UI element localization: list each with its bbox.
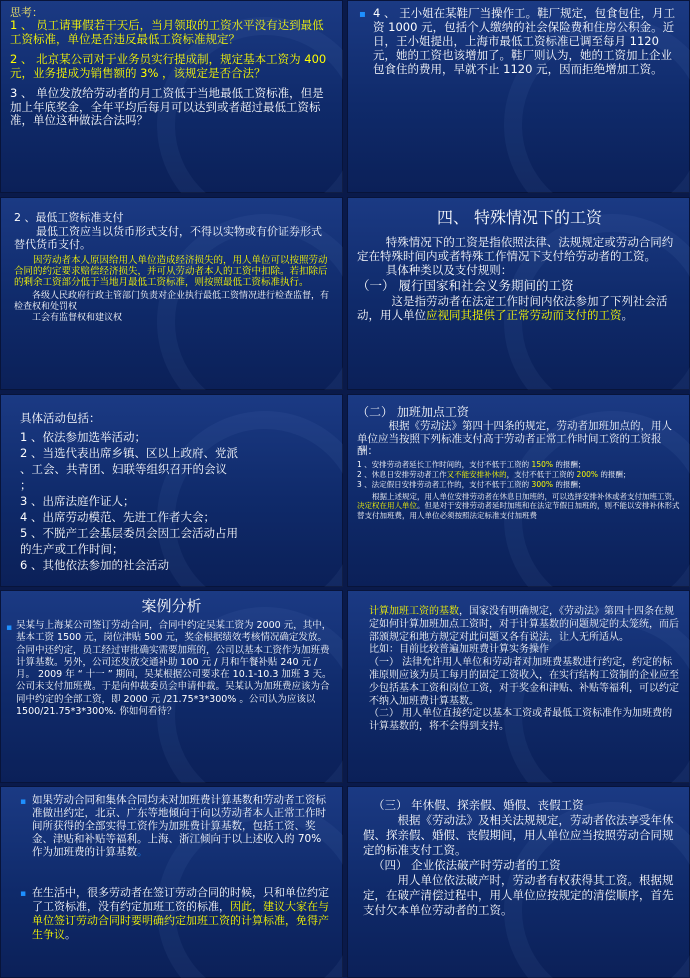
slide-title: 案例分析 [141,597,202,615]
slide-overtime-pay [347,394,690,587]
paragraph-4: （二） 用人单位直接约定以基本工资或者最低工资标准作为加班费的计算基数的，将不会得到支持。 [369,708,673,733]
pct-200: 200% [576,469,601,479]
question-2: 2 、 北京某公司对于业务员实行提成制，规定基本工资为 400 元，业务提成为销售额的 3% ，该规定是否合法？ [10,52,327,80]
question-1: 1 、 员工请事假若干天后，当月领取的工资水平没有达到最低工资标准，单位是否违反最低工资标准规定？ [10,18,324,46]
bullet-icon: ▪ [20,797,27,807]
bullet-icon: ▪ [359,9,366,20]
slide-title: （二） 加班加点工资 [357,405,469,419]
paragraph-1: 根据《劳动法》及相关法规规定，劳动者依法享受年休假、探亲假、婚假、丧假期间，用人单位应当按照劳动合同规定的标准支付工资。 [363,813,674,857]
heading: 具体活动包括： [20,411,101,425]
paragraph-1: 根据《劳动法》第四十四条的规定，劳动者加班加点的，用人单位应当按照下列标准支付高于劳动者正常工作时间工资的工资报酬： [357,420,672,457]
paragraph-2-end: 。但是对于安排劳动者延时加班和在法定节假日加班的，则不能以安排补休形式替支付加班费，用人单位必须按照法定标准支付加班费 [357,501,680,520]
paragraph-2: 比如：目前比较普遍加班费计算实务操作 [369,644,549,656]
subsection-title: （一） 履行国家和社会义务期间的工资 [357,278,574,293]
period: 。 [621,308,633,322]
item-1-end: 的报酬； [555,459,586,469]
bullet-icon: ▪ [6,623,13,633]
item-2-mid: ，支付不低于工资的 [506,469,577,479]
paragraph-2: 在生活中，很多劳动者在签订劳动合同的时候，只和单位约定了工资标准，没有约定加班工资的标准， [32,886,329,913]
subsection-title-3: （三） 年休假、探亲假、婚假、丧假工资 [373,798,584,812]
slide-title: 2 、最低工资标准支付 [14,211,124,224]
slide-leave-bankruptcy-wages [347,786,690,978]
pct-150: 150% [531,459,556,469]
item-1: 1 、安排劳动者延长工作时间的，支付不低于工资的 [357,459,532,469]
slide-overtime-base [347,590,690,783]
slide-thinking-questions [0,0,343,193]
decision-highlight: 决定权在用人单位 [357,501,417,510]
list-item: 2 、当选代表出席乡镇、区以上政府、党派 [20,446,238,460]
list-item: ； [20,478,32,492]
item-2-end: 的报酬； [600,469,631,479]
slide-case-analysis [0,590,343,783]
heading: 思考： [10,6,43,19]
list-item: 6 、其他依法参加的社会活动 [20,558,169,572]
slide-min-wage-payment [0,197,343,390]
case-text: 吴某与上海某公司签订劳动合同，合同中约定吴某工资为 2000 元，其中，基本工资 1500 元，岗位津贴 500 元，奖金根据绩效考核情况确定发放。合同中还约定，员工经过审批确实需要加班的，公司以基本工资作为加班费计算基数。另外，公司还发放交通补助 100 元 / 月和午餐补贴 240 元 / 月。 2009 年 “ 十一 ” 期间，吴某根据公司要求在 10.1-10.3 加班 3 天。公司未支付加班费。于是向仲裁委员会申请仲裁。吴某认为加班费应该为合同中约定的全部工资，即 2000 元 /21.75*3*300% 。公司认为应该以 1500/21.75*3*300%. 你如何看待？ [16,620,332,718]
list-item: 5 、不脱产工会基层委员会因工会活动占用 [20,526,238,540]
item-3: 3 、法定假日安排劳动者工作的，支付不低于工资的 [357,479,532,489]
list-item: 4 、出席劳动模范、先进工作者大会； [20,510,215,524]
list-item: 1 、依法参加选举活动； [20,430,146,444]
period: 。 [65,928,76,941]
paragraph-1: ，国家没有明确规定，《劳动法》第四十四条在规定如何计算加班加点工资时，对于计算基数的问题规定的太笼统，而后部颁规定和地方规定对此问题又各有说法，让人无所适从。 [369,606,679,643]
question-3: 3 、 单位发放给劳动者的月工资低于当地最低工资标准，但是加上年底奖金，全年平均后每月可以达到或者超过最低工资标准，单位这种做法合法吗？ [10,86,324,127]
advice-highlight: 因此，建议大家在与单位签订劳动合同时要明确约定加班工资的计算标准，免得产生争议 [32,900,329,941]
paragraph-3: 这是指劳动者在法定工作时间内依法参加了下列社会活动，用人单位 [357,294,668,322]
item-2: 2 、休息日安排劳动者工作 [357,469,447,479]
paragraph-2: 因劳动者本人原因给用人单位造成经济损失的，用人单位可以按照劳动合同的约定要求赔偿经济损失，并可从劳动者本人的工资中扣除。若扣除后的剩余工资部分低于当地月最低工资标准，则按照最低工资标准执行。 [14,254,328,288]
paragraph-1: 特殊情况下的工资是指依照法律、法规规定或劳动合同约定在特殊时间内或者特殊工作情况下支付给劳动者的工资。 [357,235,674,263]
list-item: 的生产或工作时间； [20,542,124,556]
paragraph-3: 各级人民政府行政主管部门负责对企业执行最低工资情况进行检查监督，有检查权和处罚权 [14,290,330,312]
paragraph-2: 根据上述规定，用人单位安排劳动者在休息日加班的，可以选择安排补休或者支付加班工资， [372,491,680,501]
item-3-end: 的报酬； [555,479,586,489]
pct-300: 300% [531,479,556,489]
bullet-icon: ▪ [20,889,27,899]
slide-case-wang [347,0,690,193]
case-text: 4 、 王小姐在某鞋厂当操作工。鞋厂规定，包食包住，月工资 1000 元，包括个人缴纳的社会保险费和住房公积金。近日，王小姐提出，上海市最低工资标准已调至每月 1120 元，她的工资也该增加了。鞋厂则认为，她的工资加上企业包食住的费用，早就不止 1120 元，因而拒绝增加工资。 [373,6,676,76]
paragraph-2: 具体种类以及支付规则： [385,263,513,277]
paragraph-4: 工会有监督权和建议权 [32,312,123,323]
slide-activities [0,394,343,587]
calc-base-highlight: 计算加班工资的基数 [369,606,459,617]
list-item: 3 、出席法庭作证人； [20,494,135,508]
paragraph-1: 最低工资应当以货币形式支付，不得以实物或有价证券形式替代货币支付。 [14,224,322,251]
paragraph-3: （一） 法律允许用人单位和劳动者对加班费基数进行约定，约定的标准原则应该为员工每月的固定工资收入，在实行结构工资制的企业应至少包括基本工资和岗位工资，对于奖金和津贴、补贴等福利，可以约定不纳入加班费计算基数。 [369,657,679,707]
slide-overtime-advice [0,786,343,978]
slide-special-wages [347,197,690,390]
no-compensatory-leave: 又不能安排补休的 [446,469,507,479]
paragraph-1: 如果劳动合同和集体合同均未对加班费计算基数和劳动者工资标准做出约定，北京、广东等地倾向于向以劳动者本人正常工作时间所获得的全部实得工资作为加班费计算基数，包括工资、奖金、津贴和补贴等福利。上海、浙江倾向于以上述收入的 70% 作为加班费的计算基数 [32,794,326,858]
paragraph-2: 用人单位依法破产时，劳动者有权获得其工资。根据规定，在破产清偿过程中，用人单位应按规定的清偿顺序，首先支付欠本单位劳动者的工资。 [363,873,674,917]
subsection-title-4: （四） 企业依法破产时劳动者的工资 [373,858,561,872]
slide-title: 四、 特殊情况下的工资 [436,208,603,227]
period: 。 [137,846,148,858]
list-item: 、工会、共青团、妇联等组织召开的会议 [20,462,227,476]
highlight-text: 应视同其提供了正常劳动而支付的工资 [426,308,622,322]
